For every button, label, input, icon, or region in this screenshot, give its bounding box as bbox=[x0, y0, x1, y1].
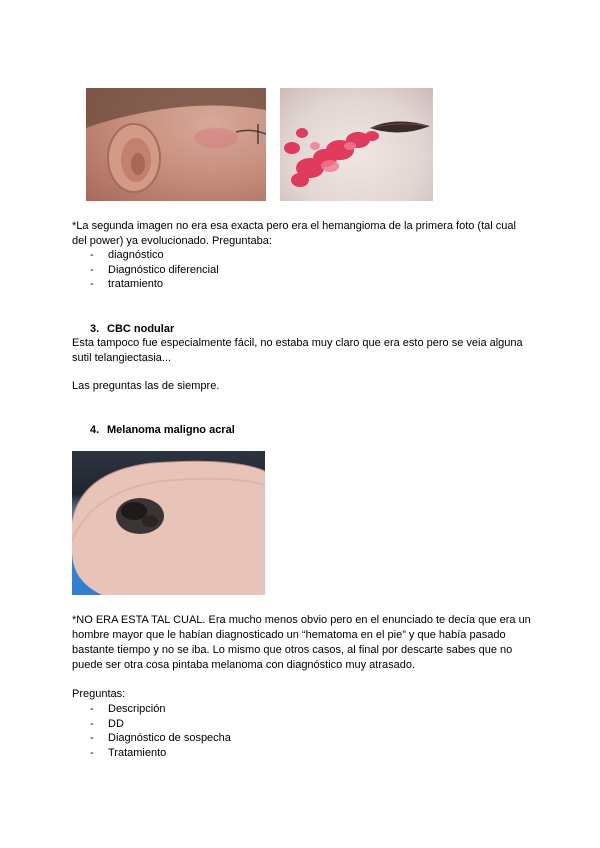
hemangioma-photo-evolved bbox=[280, 88, 433, 201]
melanoma-photo-foot bbox=[72, 451, 265, 595]
section-3-title: CBC nodular bbox=[107, 323, 175, 335]
section-3-text: Esta tampoco fue especialmente fácil, no estaba muy claro que era esto pero se veia alguna sutil telangiectasia... bbox=[72, 337, 523, 364]
foot-illustration bbox=[72, 451, 265, 595]
hemangioma-caption: *La segunda imagen no era esa exacta pero era el hemangioma de la primera foto (tal cual del power) ya evolucionado. Preguntaba: bbox=[72, 220, 516, 247]
hemangioma-photo-infant-ear bbox=[86, 88, 266, 201]
section-3-questions: Las preguntas las de siempre. bbox=[72, 380, 220, 392]
list-item: - DD bbox=[90, 717, 124, 730]
section-4-heading: 4. Melanoma maligno acral bbox=[90, 424, 235, 436]
section-3-heading: 3. CBC nodular bbox=[90, 323, 175, 335]
list-item: - Diagnóstico diferencial bbox=[90, 263, 219, 276]
hemangioma-illustration bbox=[280, 88, 433, 201]
melanoma-questions-list bbox=[72, 702, 372, 760]
list-item: - tratamiento bbox=[90, 278, 164, 291]
list-item: - diagnóstico bbox=[90, 249, 164, 261]
list-item: - Diagnóstico de sospecha bbox=[90, 732, 231, 745]
hemangioma-questions-list bbox=[72, 248, 372, 292]
list-item: - Tratamiento bbox=[90, 746, 167, 759]
ear-illustration bbox=[86, 88, 266, 201]
list-item: - Descripción bbox=[90, 703, 166, 715]
section-4-title: Melanoma maligno acral bbox=[107, 424, 235, 436]
melanoma-questions-label: Preguntas: bbox=[72, 688, 126, 700]
melanoma-note: *NO ERA ESTA TAL CUAL. Era mucho menos obvio pero en el enunciado te decía que era un hombre mayor que le habían diagnosticado un “hematoma en el pie” y que había pasado bastante tiempo y no se iba. Lo mismo que otros casos, al final por descarte sabes que no puede ser otra cosa pintaba melanoma con diagnóstico muy atrasado. bbox=[72, 614, 531, 671]
